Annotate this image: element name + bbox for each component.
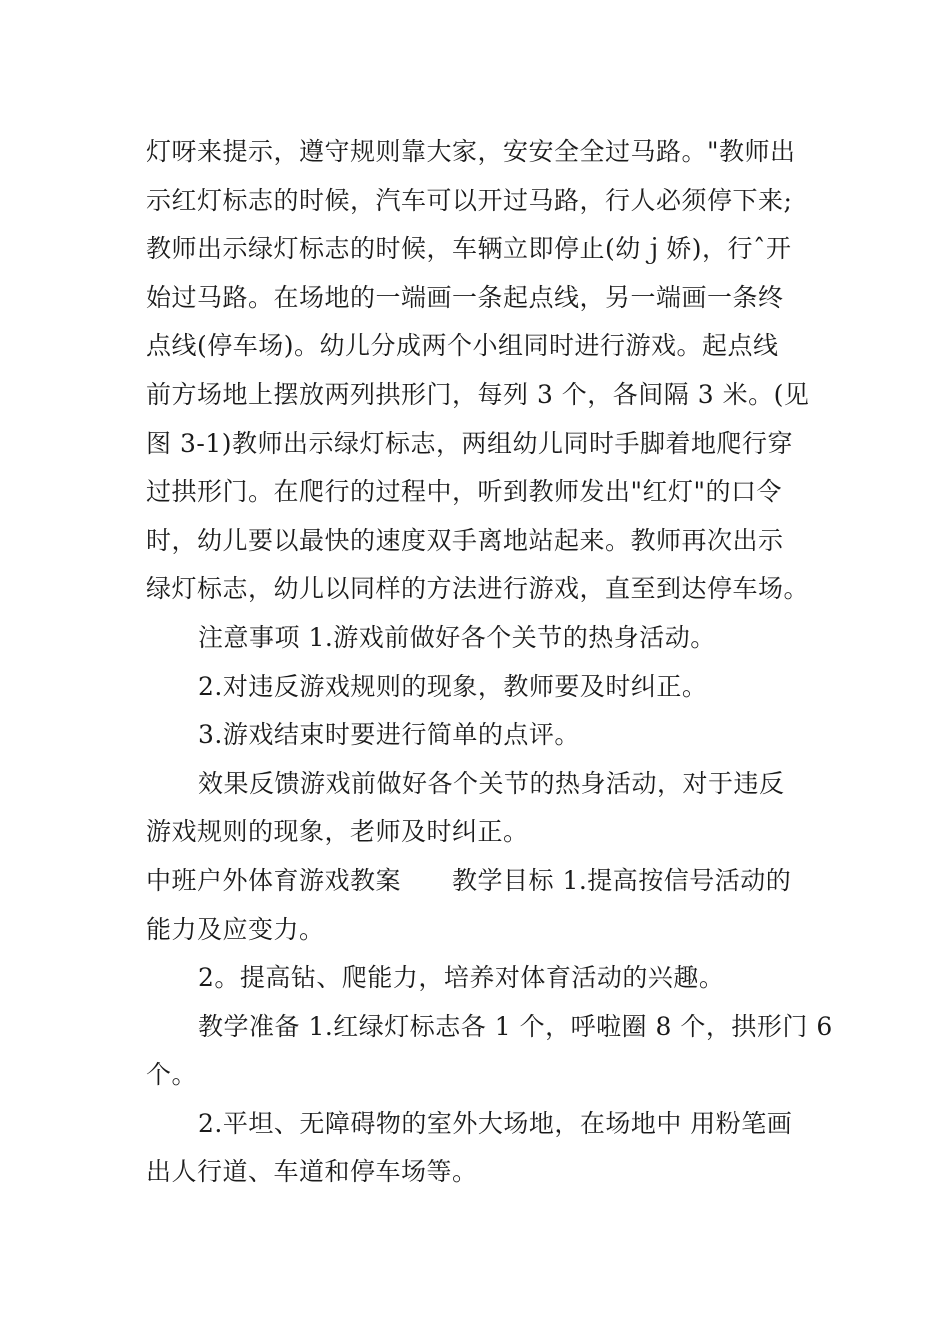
text-line: 图 3-1)教师出示绿灯标志，两组幼儿同时手脚着地爬行穿 <box>146 428 793 458</box>
text-line: 示红灯标志的时候，汽车可以开过马路，行人必须停下来; <box>146 185 793 215</box>
text-line: 注意事项 1.游戏前做好各个关节的热身活动。 <box>198 622 716 652</box>
text-line: 3.游戏结束时要进行简单的点评。 <box>198 720 580 750</box>
text-line: 2。提高钻、爬能力，培养对体育活动的兴趣。 <box>198 963 725 993</box>
text-line: 绿灯标志，幼儿以同样的方法进行游戏，直至到达停车场。 <box>146 574 810 604</box>
text-line: 点线(停车场)。幼儿分成两个小组同时进行游戏。起点线 <box>146 331 779 361</box>
section-heading-line: 中班户外体育游戏教案 教学目标 1.提高按信号活动的 <box>146 865 792 895</box>
text-line: 前方场地上摆放两列拱形门，每列 3 个，各间隔 3 米。(见 <box>146 379 810 409</box>
text-line: 过拱形门。在爬行的过程中，听到教师发出"红灯"的口令 <box>146 477 783 507</box>
text-line: 灯呀来提示，遵守规则靠大家，安安全全过马路。"教师出 <box>146 137 796 166</box>
text-line: 出人行道、车道和停车场等。 <box>146 1157 478 1187</box>
text-line: 效果反馈游戏前做好各个关节的热身活动，对于违反 <box>198 768 785 798</box>
text-line: 教师出示绿灯标志的时候，车辆立即停止(幼ｊ娇)，行ˆ开 <box>146 234 792 264</box>
body-text <box>146 128 833 1197</box>
text-line: 时，幼儿要以最快的速度双手离地站起来。教师再次出示 <box>146 525 784 555</box>
text-line: 能力及应变力。 <box>146 914 325 944</box>
text-line: 2.平坦、无障碍物的室外大场地，在场地中 用粉笔画 <box>198 1108 793 1138</box>
text-line: 始过马路。在场地的一端画一条起点线，另一端画一条终 <box>146 282 784 312</box>
text-line: 个。 <box>146 1060 198 1090</box>
text-line: 游戏规则的现象，老师及时纠正。 <box>146 817 529 847</box>
text-line: 2.对违反游戏规则的现象，教师要及时纠正。 <box>198 671 708 701</box>
text-line: 教学准备 1.红绿灯标志各 1 个，呼啦圈 8 个，拱形门 6 <box>198 1011 833 1041</box>
